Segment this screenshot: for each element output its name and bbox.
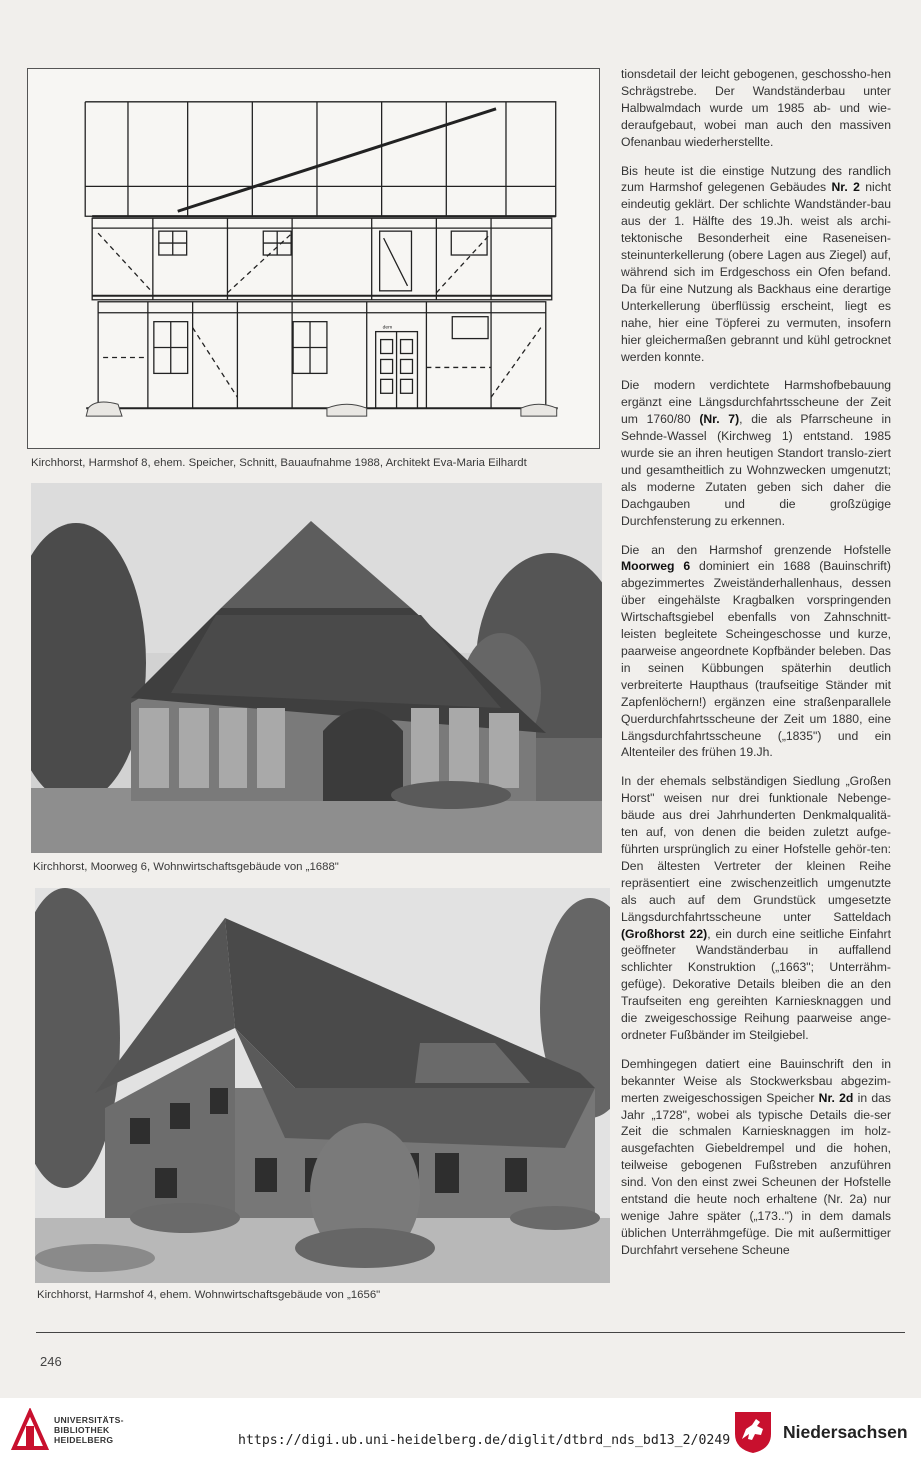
paragraph-5: In der ehemals selbständigen Siedlung „Großen Horst" weisen nur drei funktionale Nebenge-bäude aus drei Jahrhunderten Denkmalqualitä-ten auf, von denen die beiden zuletzt aufge-führten ursprünglich zu einer Hofstelle gehör-ten: Den ältesten Vertreter der kleinen Reihe repräsentiert eine zwischenzeitlich umgenutzte als auch auf dem Grundstück umgesetzte Längsdurchfahrtsscheune unter Satteldach (Großhorst 22), ein durch eine seitliche Einfahrt geöffneter Wandständerbau in auffallend schlichter Konstruktion („1663"; Unterrähm-gefüge). Dekorative Details bleiben die an den Traufseiten eng gereihten Karniesknaggen und die zweigeschossige Reihung paarweise ange-ordneter Fußbänder im Steilgiebel.: [621, 774, 891, 1042]
niedersachsen-crest-icon[interactable]: [732, 1409, 774, 1455]
harmshof-4-photo: [35, 888, 610, 1283]
permalink-url[interactable]: https://digi.ub.uni-heidelberg.de/diglit/dtbrd_nds_bd13_2/0249: [238, 1433, 731, 1448]
paragraph-6: Demhingegen datiert eine Bauinschrift den in bekannter Weise als Stockwerksbau abgezim-merten zweigeschossigen Speicher Nr. 2d in das Jahr „1728", wobei als typische Details die-ser Zeit die schmalen Karniesknaggen im holz-ausgefachten Giebeldrempel und die hohen, teilweise gebogenen Fußstreben anzuführen sind. Von den einst zwei Scheunen der Hofstelle entstand die heute noch erhaltene (Nr. 2a) nur wenige Jahre später („173..") in dem damals üblichen Unterrähmgefüge. Die mit außermittiger Durchfahrt versehene Scheune: [621, 1056, 891, 1257]
footer-rule: [36, 1332, 905, 1333]
niedersachsen-label: Niedersachsen: [783, 1422, 908, 1442]
door-inscription: dem: [382, 325, 393, 331]
photo2-svg: [35, 888, 610, 1283]
page-number: 246: [40, 1354, 62, 1369]
paragraph-3: Die modern verdichtete Harmshofbebauung ergänzt eine Längsdurchfahrtsscheune der Zeit um 1760/80 (Nr. 7), die als Pfarrscheune in Sehnde-Wassel (Kirchweg 1) entstand. 1985 wurde sie an ihren heutigen Standort translo-ziert und gesamtheitlich zu Wohnzwecken umgenutzt; als moderne Zutaten geben sich daher die Dachgauben und die großzügige Durchfensterung zu erkennen.: [621, 378, 891, 528]
ub-heidelberg-logo-icon[interactable]: [10, 1408, 50, 1454]
paragraph-2: Bis heute ist die einstige Nutzung des randlich zum Harmshof gelegenen Gebäudes Nr. 2 nicht eindeutig geklärt. Der schlichte Wandständer-bau aus der 1. Hälfte des 19.Jh. weist als archi-tektonische Besonderheit eine Raseneisen-steinunterkellerung (obere Lagen aus Ziegel) auf, während sich im Erdgeschoss ein Ofen befand. Da für eine Nutzung als Backhaus eine derartige Unterkellerung überflüssig erscheint, liegt es nahe, hier eine Töpferei zu vermuten, insofern hier gleichermaßen gebrannt und kühl getrocknet werden konnte.: [621, 163, 891, 364]
drawing-caption: Kirchhorst, Harmshof 8, ehem. Speicher, Schnitt, Bauaufnahme 1988, Architekt Eva-Maria Eilhardt: [31, 457, 527, 469]
moorweg-6-photo: [31, 483, 602, 853]
ub-heidelberg-name: UNIVERSITÄTS- BIBLIOTHEK HEIDELBERG: [54, 1415, 124, 1445]
digitization-footer: [0, 1398, 921, 1466]
speicher-section-drawing: [27, 68, 600, 449]
photo1-caption: Kirchhorst, Moorweg 6, Wohnwirtschaftsgebäude von „1688": [33, 861, 339, 873]
photo1-svg: [31, 483, 602, 853]
drawing-svg: [28, 69, 599, 448]
photo2-caption: Kirchhorst, Harmshof 4, ehem. Wohnwirtschaftsgebäude von „1656": [37, 1289, 381, 1301]
paragraph-4: Die an den Harmshof grenzende Hofstelle Moorweg 6 dominiert ein 1688 (Bauinschrift) abgezimmertes Zweiständerhallenhaus, dessen über eingehälste Kragbalken vorspringenden Wirtschaftsgiebel ebenfalls von Zahnschnitt-leisten begleitete Scheingeschosse und kurze, paarweise angeordnete Kopfbänder beleben. Das in seinen Kübbungen späterhin deutlich verbreiterte Haupthaus (traufseitige Ständer mit Zapfenlöchern!) ergänzen eine straßenparallele Querdurchfahrtsscheune der Zeit um 1880, eine Längsdurchfahrtsscheune („1835") und ein Altenteiler des frühen 19.Jh.: [621, 542, 891, 760]
paragraph-1: tionsdetail der leicht gebogenen, geschossho-hen Schrägstrebe. Der Wandständerbau unter Halbwalmdach wurde um 1985 ab- und wie-deraufgebaut, wobei man auch den massiven Ofenanbau wiederherstellte.: [621, 67, 891, 149]
body-text-column: [621, 66, 891, 1271]
